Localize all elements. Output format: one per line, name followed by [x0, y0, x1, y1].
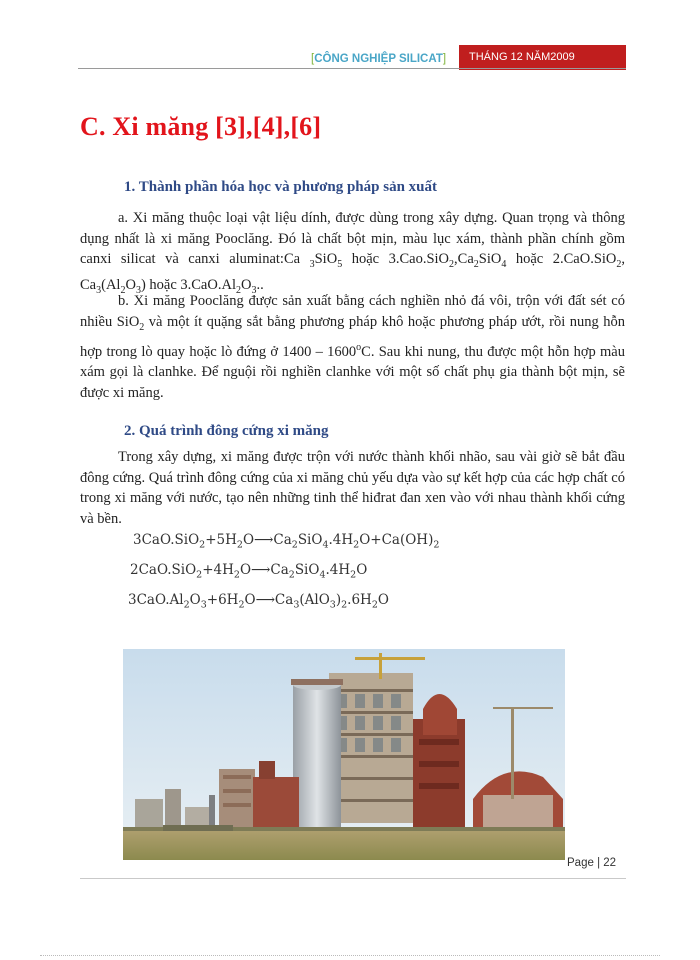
footer-page-label: Page — [567, 857, 594, 869]
para-b-mid: và một ít quặng sắt bằng phương pháp khô hoặc phương pháp ướt, rồi nung hỗn hợp trong lò quay hoặc lò đứng ở 1400 – 1600 — [80, 313, 625, 360]
equation-1: $3CaO.SiO_2+5H_2O⟶Ca_2SiO_4.4H_2O+Ca(OH)_2$ — [133, 532, 440, 551]
header-section-text: CÔNG NGHIỆP SILICAT — [314, 53, 443, 65]
section2-heading: 2. Quá trình đông cứng xi măng — [124, 423, 329, 439]
section1-heading: 1. Thành phần hóa học và phương pháp sản xuất — [124, 179, 438, 195]
header-section-label — [311, 49, 446, 69]
section1-paragraph-a: a. Xi măng thuộc loại vật liệu dính, được dùng trong xây dựng. Quan trọng và thông dụng nhất là xi măng Pooclăng. Đó là chất bột mịn, màu lục xám, thành phần chính gồm canxi silicat và canxi aluminat:Ca $_3$SiO$_5$ hoặc $3.Cao.SiO_2,Ca_2SiO_4$ hoặc 2.CaO.SiO$_2$, $Ca_3(Al_2O_3)$ hoặc $3.CaO.Al_2O_3$.. — [80, 210, 626, 297]
page-footer — [567, 857, 616, 869]
para-b-text: b. Xi măng Pooclăng được sản xuất bằng cách nghiền nhỏ đá vôi, trộn với đất sét có nhiều SiO — [80, 293, 625, 330]
footer-page-number: 22 — [603, 857, 617, 869]
header-date-text: THÁNG 12 NĂM2009 — [469, 51, 575, 63]
header-date-banner — [459, 45, 626, 70]
page-title: C. Xi măng [3],[4],[6] — [80, 112, 322, 141]
footer-separator: | — [597, 857, 601, 869]
section1-paragraph-b: b. Xi măng Pooclăng được sản xuất bằng cách nghiền nhỏ đá vôi, trộn với đất sét có nhiều SiO$_2$ và một ít quặng sắt bằng phương pháp khô hoặc phương pháp ướt, rồi nung hỗn hợp trong lò quay hoặc lò đứng ở 1400 – 1600$^o$C. Sau khi nung, thu được một hỗn hợp màu xám gọi là clanhke. Để nguội rồi nghiền clanhke với một số chất phụ gia thành bột mịn, sẽ được xi măng. — [80, 293, 625, 401]
para-a-text: a. Xi măng thuộc loại vật liệu dính, được dùng trong xây dựng. Quan trọng và thông dụng nhất là xi măng Pooclăng. Đó là chất bột mịn, màu lục xám, thành phần chính gồm canxi silicat và canxi aluminat:Ca — [80, 210, 625, 267]
equation-2: $2CaO.SiO_2+4H_2O⟶Ca_2SiO_4.4H_2O$ — [130, 562, 368, 581]
equation-3: $3CaO.Al_2O_3+6H_2O⟶Ca_3(AlO_3)_2.6H_2O$ — [128, 592, 389, 611]
bracket-close: ] — [442, 53, 447, 65]
cement-plant-photo — [123, 649, 565, 860]
bracket-open: [ — [311, 53, 315, 65]
page-bottom-border — [40, 955, 660, 957]
section2-paragraph — [80, 447, 625, 529]
section2-paragraph-text: Trong xây dựng, xi măng được trộn với nước thành khối nhão, sau vài giờ sẽ bắt đầu đông cứng. Quá trình đông cứng của xi măng chủ yếu dựa vào sự kết hợp của các hợp chất có trong xi măng với nước, tạo nên những tinh thể hiđrat đan xen vào với nhau thành khối cứng và bền. — [80, 449, 625, 527]
para-b-end: C. Sau khi nung, thu được một hỗn hợp màu xám gọi là clanhke. Để nguội rồi nghiền clanhke với một số chất phụ gia thành bột mịn, sẽ được xi măng. — [80, 343, 625, 401]
footer-rule — [80, 878, 626, 879]
header-rule — [78, 68, 626, 69]
para-a-tail: hoặc 3.Cao.SiO — [351, 251, 450, 267]
cement-plant-illustration — [123, 649, 565, 860]
